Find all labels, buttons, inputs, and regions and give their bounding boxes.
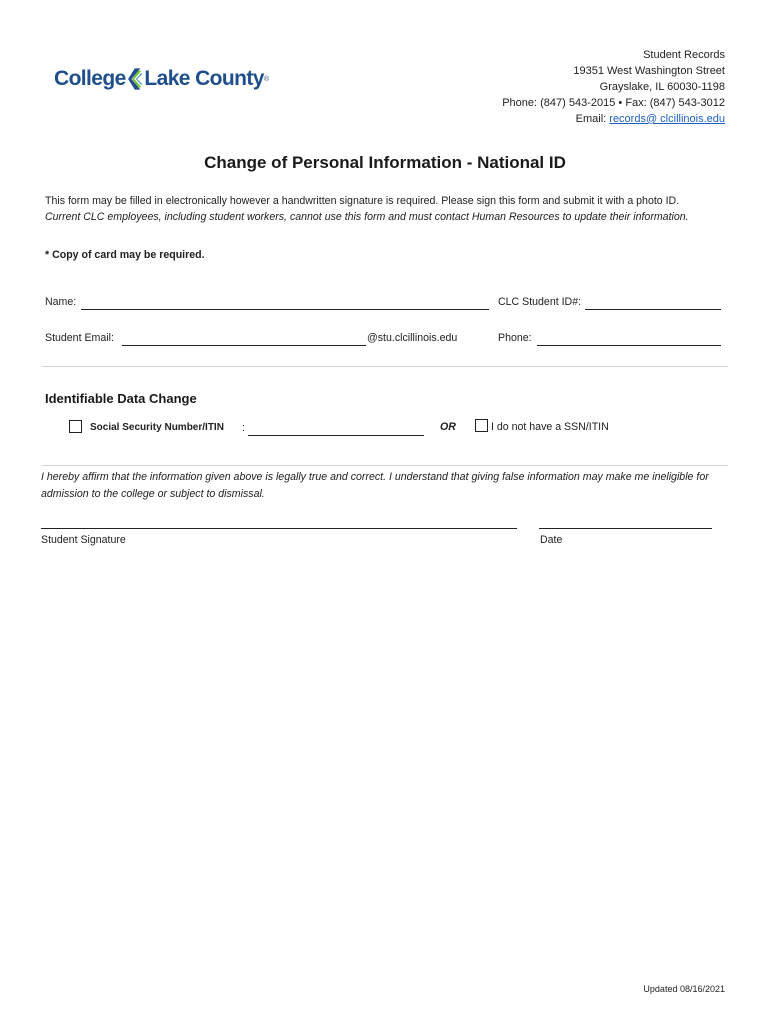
- logo-text-college: College: [54, 67, 126, 90]
- contact-phone-fax: Phone: (847) 543-2015 • Fax: (847) 543-3012: [502, 97, 725, 109]
- or-label: OR: [440, 421, 456, 433]
- intro-paragraph: [45, 194, 710, 225]
- divider-middle: [42, 465, 728, 466]
- clc-logo-mark-icon: [127, 58, 144, 100]
- ssn-checkbox[interactable]: [69, 420, 82, 433]
- logo-text-lake-county: Lake County: [144, 67, 264, 90]
- student-email-field[interactable]: [122, 345, 366, 346]
- intro-text: This form may be filled in electronically however a handwritten signature is required. Please sign this form and submit it with a photo ID.: [45, 195, 680, 207]
- ssn-label: Social Security Number/ITIN: [90, 422, 224, 433]
- student-email-label: Student Email:: [45, 332, 114, 344]
- no-ssn-label: I do not have a SSN/ITIN: [491, 421, 609, 433]
- ssn-field[interactable]: [248, 435, 424, 436]
- student-signature-label: Student Signature: [41, 534, 126, 546]
- date-label: Date: [540, 534, 563, 546]
- phone-label: Phone:: [498, 332, 532, 344]
- page-title: Change of Personal Information - National ID: [204, 153, 566, 172]
- divider-top: [42, 366, 728, 367]
- contact-street: 19351 West Washington Street: [573, 65, 725, 77]
- name-field[interactable]: [81, 309, 489, 310]
- contact-email: [502, 111, 725, 127]
- contact-city: Grayslake, IL 60030-1198: [599, 81, 725, 93]
- student-id-label: CLC Student ID#:: [498, 296, 582, 308]
- student-signature-line[interactable]: [41, 528, 517, 529]
- affirmation-text: I hereby affirm that the information given above is legally true and correct. I understand that giving false information may make me ineligible for admission to the college or subject to dismissal.: [41, 471, 709, 500]
- contact-dept: Student Records: [643, 49, 725, 61]
- contact-block: [502, 47, 725, 127]
- name-label: Name:: [45, 296, 77, 308]
- phone-field[interactable]: [537, 345, 721, 346]
- updated-date: Updated 08/16/2021: [643, 984, 725, 994]
- student-id-field[interactable]: [585, 309, 721, 310]
- contact-email-label: Email:: [575, 113, 610, 125]
- logo-registered-mark: ®: [263, 75, 269, 83]
- email-domain: @stu.clcillinois.edu: [367, 332, 458, 344]
- contact-email-link[interactable]: records@ clcillinois.edu: [609, 113, 725, 125]
- copy-card-note: * Copy of card may be required.: [45, 249, 205, 261]
- no-ssn-checkbox[interactable]: [475, 419, 488, 432]
- ssn-colon: :: [242, 422, 245, 434]
- intro-italic-text: Current CLC employees, including student workers, cannot use this form and must contact Human Resources to update their information.: [45, 210, 689, 223]
- section-title-identifiable-data: Identifiable Data Change: [45, 391, 197, 406]
- date-line[interactable]: [539, 528, 712, 529]
- college-logo: [54, 56, 269, 102]
